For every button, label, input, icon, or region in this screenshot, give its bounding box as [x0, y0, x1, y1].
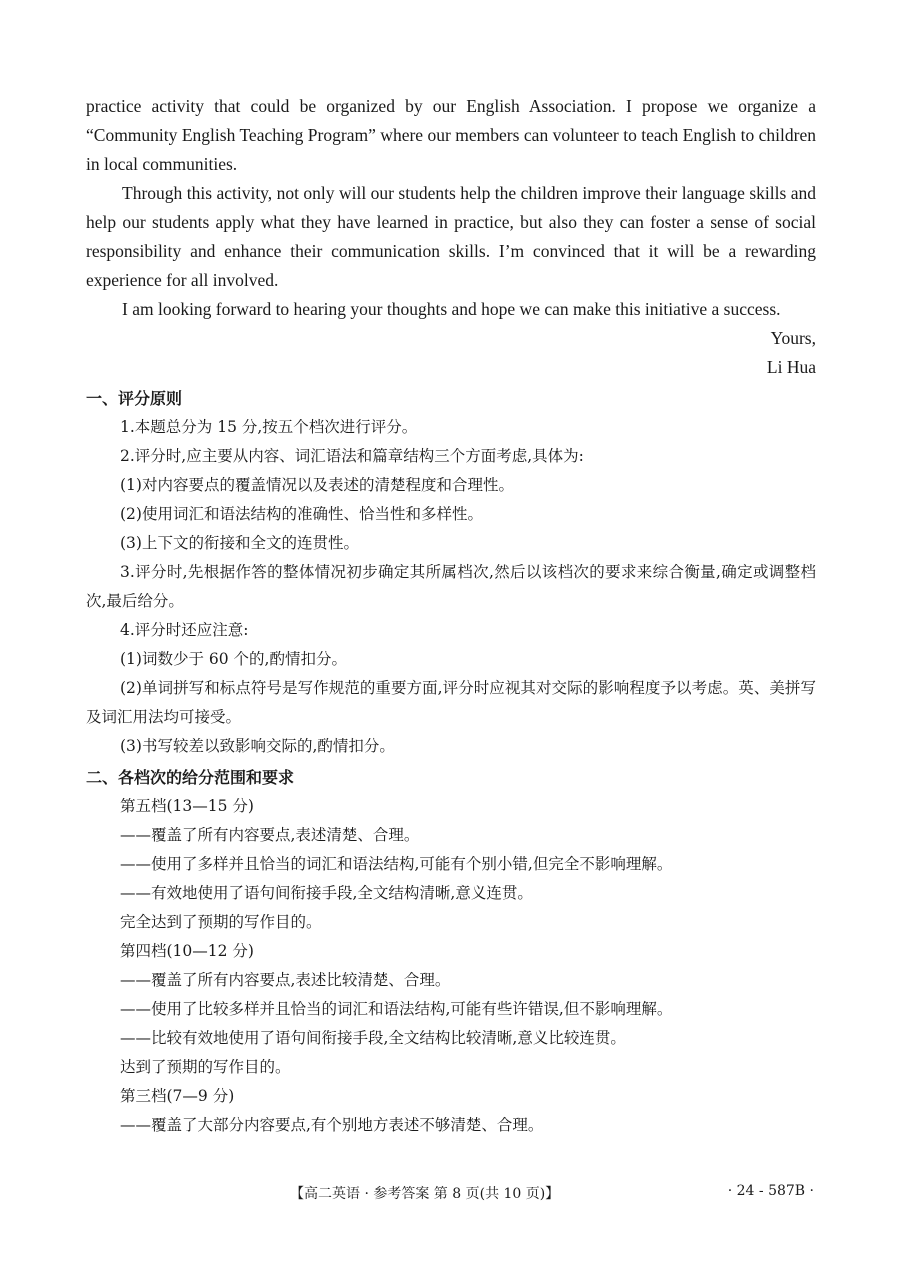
scoring-rule: (2)单词拼写和标点符号是写作规范的重要方面,评分时应视其对交际的影响程度予以考虑。英、美拼写及词汇用法均可接受。 [86, 679, 816, 726]
scoring-rule: (1)词数少于 60 个的,酌情扣分。 [120, 650, 347, 668]
score-level-criterion: ——使用了比较多样并且恰当的词汇和语法结构,可能有些许错误,但不影响理解。 [120, 1000, 673, 1018]
score-level-title: 第五档(13—15 分) [120, 797, 254, 815]
letter-closing: Yours, [770, 328, 816, 348]
scoring-rule: 3.评分时,先根据作答的整体情况初步确定其所属档次,然后以该档次的要求来综合衡量,确定或调整档次,最后给分。 [86, 563, 816, 610]
scoring-rule: (3)上下文的衔接和全文的连贯性。 [120, 534, 359, 552]
scoring-rule: 2.评分时,应主要从内容、词汇语法和篇章结构三个方面考虑,具体为: [120, 447, 584, 465]
scoring-rule: 4.评分时还应注意: [120, 621, 249, 639]
score-level-title: 第四档(10—12 分) [120, 942, 254, 960]
score-level-title: 第三档(7—9 分) [120, 1087, 235, 1105]
score-level-criterion: ——覆盖了大部分内容要点,有个别地方表述不够清楚、合理。 [120, 1116, 544, 1134]
score-level-criterion: ——有效地使用了语句间衔接手段,全文结构清晰,意义连贯。 [120, 884, 533, 902]
score-level-summary: 达到了预期的写作目的。 [120, 1058, 291, 1076]
footer-code: · 24 - 587B · [727, 1183, 814, 1199]
score-level-criterion: ——使用了多样并且恰当的词汇和语法结构,可能有个别小错,但完全不影响理解。 [120, 855, 673, 873]
scoring-rule: (2)使用词汇和语法结构的准确性、恰当性和多样性。 [120, 505, 483, 523]
footer-page-info: 【高二英语 · 参考答案 第 8 页(共 10 页)】 [290, 1186, 560, 1202]
scoring-rule: (3)书写较差以致影响交际的,酌情扣分。 [120, 737, 395, 755]
score-level-criterion: ——覆盖了所有内容要点,表述比较清楚、合理。 [120, 971, 451, 989]
page-footer [0, 1183, 900, 1207]
letter-signature: Li Hua [766, 357, 816, 377]
letter-paragraph-3: I am looking forward to hearing your thoughts and hope we can make this initiative a success. [122, 299, 781, 319]
section-heading-scoring-principles: 一、评分原则 [86, 389, 183, 408]
letter-paragraph-2: Through this activity, not only will our students help the children improve their language skills and help our students apply what they have learned in practice, but also they can foster a sense of social responsibility and enhance their communication skills. I’m convinced that it will be a rewarding experience for all involved. [86, 183, 816, 290]
scoring-rule: 1.本题总分为 15 分,按五个档次进行评分。 [120, 418, 418, 436]
section-heading-score-levels: 二、各档次的给分范围和要求 [86, 768, 295, 787]
page-content [86, 92, 816, 1140]
score-level-summary: 完全达到了预期的写作目的。 [120, 913, 322, 931]
score-level-criterion: ——比较有效地使用了语句间衔接手段,全文结构比较清晰,意义比较连贯。 [120, 1029, 626, 1047]
scoring-rule: (1)对内容要点的覆盖情况以及表述的清楚程度和合理性。 [120, 476, 514, 494]
score-level-criterion: ——覆盖了所有内容要点,表述清楚、合理。 [120, 826, 420, 844]
letter-paragraph-1: practice activity that could be organized by our English Association. I propose we organize a “Community English Teaching Program” where our members can volunteer to teach English to children in local communities. [86, 96, 816, 174]
